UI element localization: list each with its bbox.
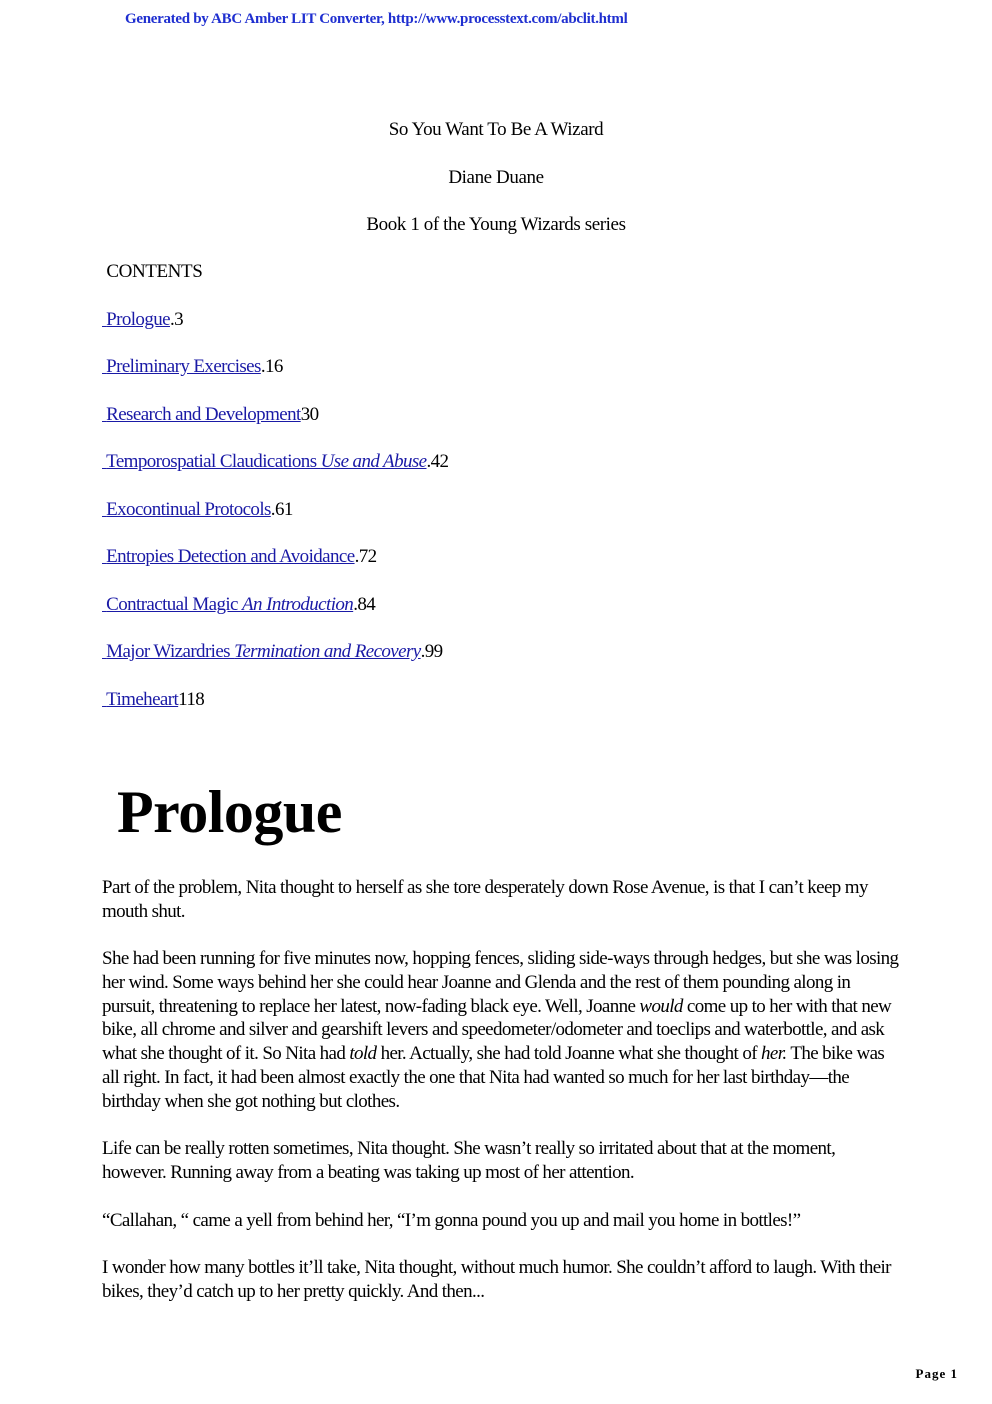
paragraph-4: “Callahan, “ came a yell from behind her, “I’m gonna pound you up and mail you home in bottles!” — [102, 1210, 801, 1231]
book-series: Book 1 of the Young Wizards series — [366, 214, 626, 235]
toc-item-temporospatial-claudications: Temporospatial Claudications Use and Abuse.42 — [102, 451, 448, 473]
toc-link-exocontinual-protocols[interactable]: Exocontinual Protocols — [106, 499, 271, 520]
book-author: Diane Duane — [448, 167, 544, 188]
chapter-title: Prologue — [117, 779, 342, 845]
toc-link-timeheart[interactable]: Timeheart — [106, 689, 179, 710]
contents-heading: CONTENTS — [106, 261, 203, 282]
toc-item-entropies-detection: Entropies Detection and Avoidance.72 — [102, 546, 377, 568]
paragraph-2: She had been running for five minutes now, hopping fences, sliding side-ways through hedges, but she was losing her wind. Some ways behind her she could hear Joanne and Glenda and the rest of them pounding along in pursuit, threatening to replace her latest, now-fading black eye. Well, Joanne would come up to her with that new bike, all chrome and silver and gearshift levers and speedometer/odometer and toeclips and waterbottle, and ask what she thought of it. So Nita had told her. Actually, she had told Joanne what she thought of her. The bike was all right. In fact, it had been almost exactly the one that Nita had wanted so much for her last birthday—the birthday when she got nothing but clothes. — [102, 948, 899, 1112]
book-title: So You Want To Be A Wizard — [388, 119, 604, 140]
toc-link-prologue[interactable]: Prologue — [106, 309, 170, 330]
toc-item-contractual-magic: Contractual Magic An Introduction.84 — [102, 594, 375, 616]
paragraph-1: Part of the problem, Nita thought to herself as she tore desperately down Rose Avenue, is that I can’t keep my mouth shut. — [102, 877, 868, 922]
paragraph-3: Life can be really rotten sometimes, Nita thought. She wasn’t really so irritated about that at the moment, however. Running away from a beating was taking up most of her attention. — [102, 1138, 836, 1183]
toc-item-preliminary-exercises: Preliminary Exercises.16 — [102, 356, 283, 378]
toc-item-research-and-development: Research and Development30 — [102, 404, 319, 426]
toc-item-prologue: Prologue.3 — [102, 309, 183, 331]
toc-item-major-wizardries: Major Wizardries Termination and Recovery.99 — [102, 641, 443, 663]
toc-item-timeheart: Timeheart118 — [102, 689, 204, 711]
paragraph-5: I wonder how many bottles it’ll take, Nita thought, without much humor. She couldn’t afford to laugh. With their bikes, they’d catch up to her pretty quickly. And then... — [102, 1257, 891, 1302]
toc-link-major-wizardries[interactable]: Major Wizardries Termination and Recovery — [106, 641, 421, 662]
page-number: Page 1 — [915, 1366, 958, 1381]
converter-banner: Generated by ABC Amber LIT Converter, http://www.processtext.com/abclit.html — [125, 11, 628, 27]
toc-link-entropies-detection[interactable]: Entropies Detection and Avoidance — [106, 546, 355, 567]
toc-link-contractual-magic[interactable]: Contractual Magic An Introduction — [106, 594, 354, 615]
toc-link-temporospatial-claudications[interactable]: Temporospatial Claudications Use and Abuse — [106, 451, 427, 472]
toc-item-exocontinual-protocols: Exocontinual Protocols.61 — [102, 499, 293, 521]
toc-link-preliminary-exercises[interactable]: Preliminary Exercises — [106, 356, 261, 377]
toc-link-research-and-development[interactable]: Research and Development — [106, 404, 301, 425]
